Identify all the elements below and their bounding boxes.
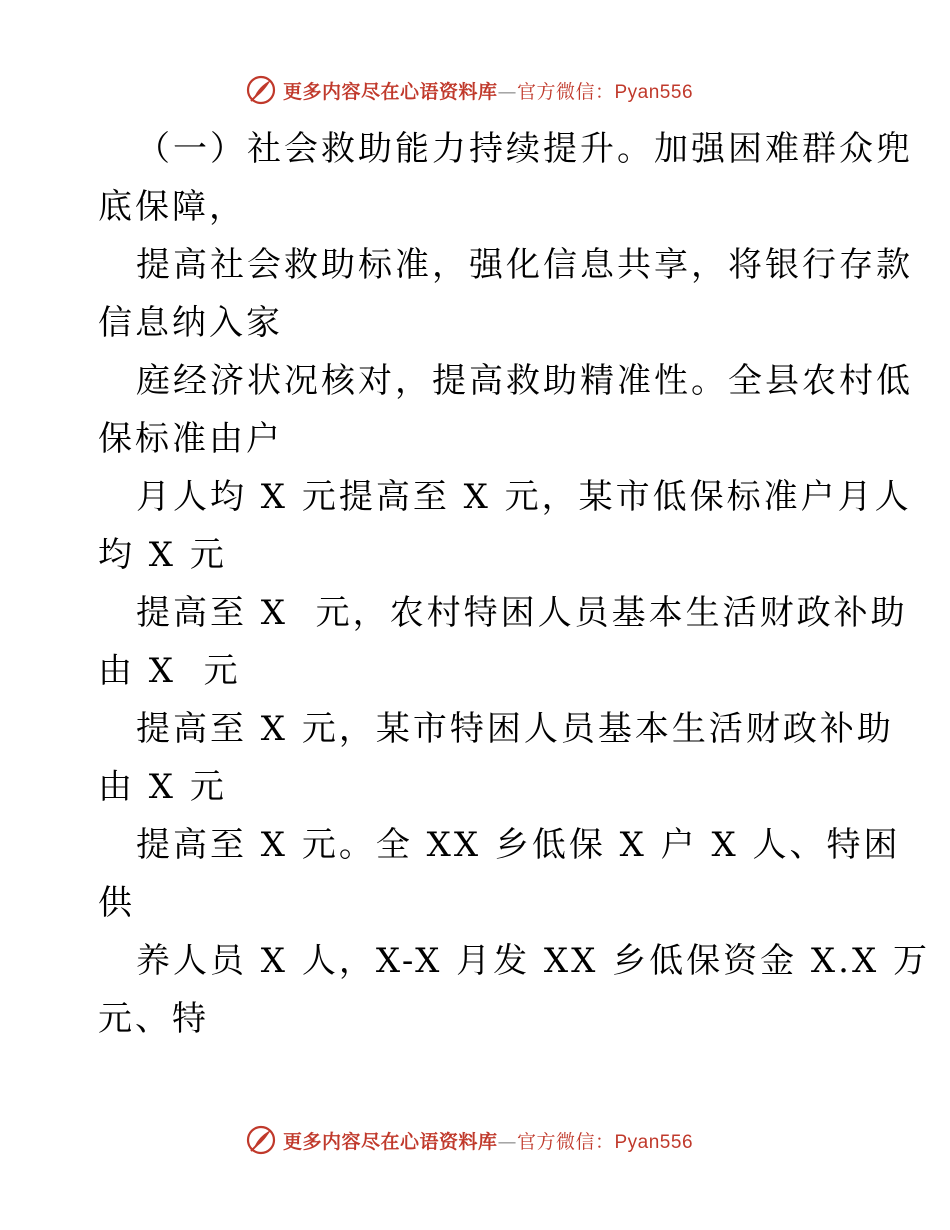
paragraph-line: 月人均 X 元提高至 X 元，某市低保标准户月人 [136, 477, 912, 517]
paragraph [98, 700, 894, 816]
document-body [98, 120, 930, 1048]
watermark-brand: 更多内容尽在心语资料库 [282, 80, 498, 103]
watermark-separator: — [497, 80, 517, 103]
paragraph-line: （一）社会救助能力持续提升。加强困难群众兜 [136, 129, 913, 169]
paragraph [98, 352, 913, 468]
paragraph-line-wrap: 保标准由户 [98, 419, 283, 459]
watermark-footer-text [283, 1127, 693, 1154]
paragraph [98, 932, 930, 1048]
paragraph [98, 584, 908, 700]
paragraph-line-wrap: 由 X 元 [98, 767, 227, 807]
paragraph [98, 120, 913, 236]
watermark-wechat-label: 官方微信： [516, 80, 615, 103]
paragraph-line-wrap: 信息纳入家 [98, 303, 283, 343]
paragraph-line: 庭经济状况核对，提高救助精准性。全县农村低 [136, 361, 913, 401]
watermark-wechat-label: 官方微信： [516, 1130, 615, 1153]
watermark-header-text [283, 77, 693, 104]
paragraph-line: 养人员 X 人，X-X 月发 XX 乡低保资金 X.X 万 [136, 941, 930, 981]
watermark-header [0, 70, 950, 110]
paragraph-line-wrap: 供 [98, 883, 135, 923]
paragraph-line: 提高至 X 元，某市特困人员基本生活财政补助 [136, 709, 894, 749]
watermark-wechat-id: Pyan556 [614, 81, 694, 103]
paragraph-line: 提高社会救助标准，强化信息共享，将银行存款 [136, 245, 913, 285]
paragraph-line-wrap: 元、特 [98, 999, 209, 1039]
paragraph-line-wrap: 底保障， [98, 187, 246, 227]
feather-pen-logo-icon [245, 74, 277, 106]
paragraph-line-wrap: 均 X 元 [98, 535, 227, 575]
watermark-wechat-id: Pyan556 [614, 1131, 694, 1153]
paragraph [98, 816, 901, 932]
watermark-footer-inner [245, 1124, 693, 1156]
watermark-brand: 更多内容尽在心语资料库 [282, 1130, 498, 1153]
paragraph [98, 236, 913, 352]
paragraph-line: 提高至 X 元，农村特困人员基本生活财政补助 [136, 593, 908, 633]
paragraph-line-wrap: 由 X 元 [98, 651, 241, 691]
watermark-footer [0, 1120, 950, 1160]
paragraph [98, 468, 912, 584]
watermark-separator: — [497, 1130, 517, 1153]
feather-pen-logo-icon [245, 1124, 277, 1156]
paragraph-line: 提高至 X 元。全 XX 乡低保 X 户 X 人、特困 [136, 825, 901, 865]
watermark-header-inner [245, 74, 693, 106]
